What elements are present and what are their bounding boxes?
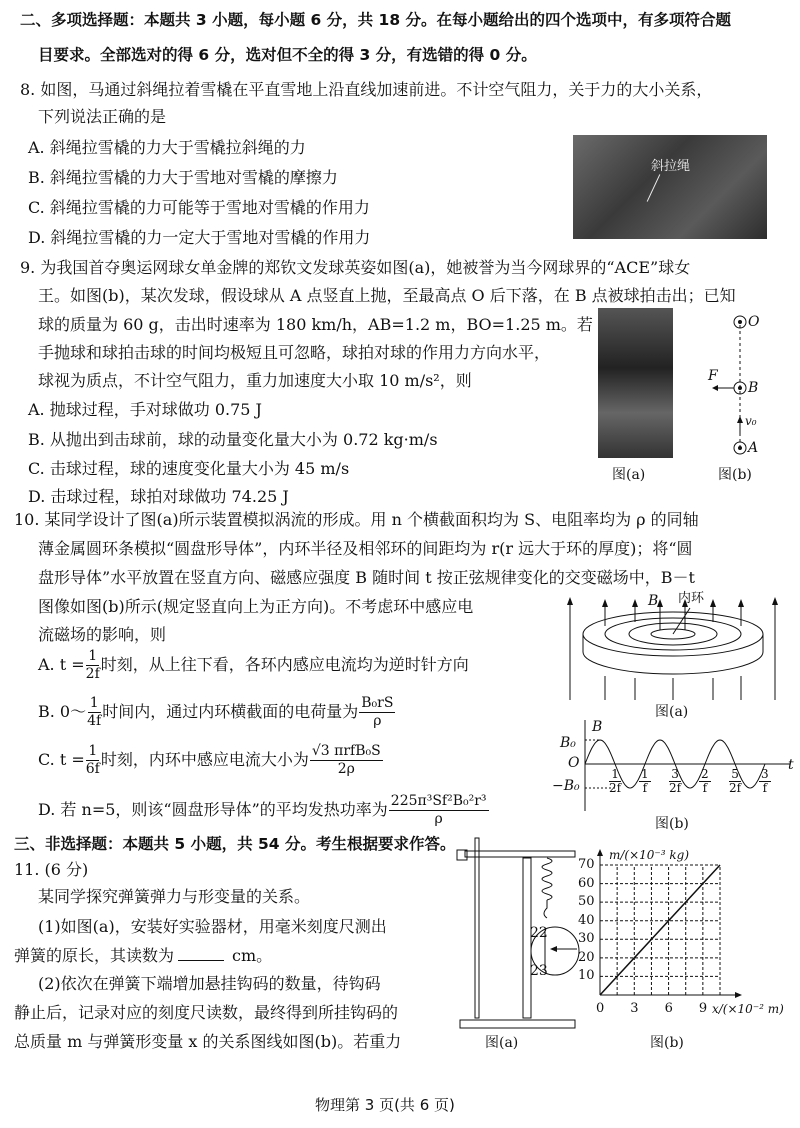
bt-tick-label: $\frac{3}{f}$ [761,767,769,795]
horse-sled-photo [573,135,767,239]
q11-line-3: (2)依次在弹簧下端增加悬挂钩码的数量，待钩码 [38,974,381,993]
opt-text: A. t = [38,655,85,674]
blank-suffix: cm。 [232,946,273,965]
opt-text: 时刻，内环中感应电流大小为 [100,750,309,769]
bt-tick-label: $\frac{5}{2f}$ [729,767,742,795]
q10-fig-a-caption: 图(a) [655,704,689,720]
q10-bt-graph [555,718,795,813]
y-tick-label: 70 [578,857,595,872]
frac-den: ρ [434,811,443,827]
q11-line-2: (1)如图(a)，安装好实验器材，用毫米刻度尺测出 [38,917,387,936]
q9-stem-4: 手抛球和球拍击球的时间均极短且可忽略，球拍对球的作用力方向水平， [38,343,551,362]
q8-stem: 8. 如图，马通过斜绳拉着雪橇在平直雪地上沿直线加速前进。不计空气阻力，关于力的大小关系， [20,80,713,99]
section2-heading-cont: 目要求。全部选对的得 6 分，选对但不全的得 3 分，有选错的得 0 分。 [38,46,537,64]
tennis-photo [598,308,673,458]
spring-apparatus-diagram [455,836,580,1031]
x-tick-label: 0 [596,1001,605,1016]
frac-num: 1 [88,743,98,759]
q9-fig-b-caption: 图(b) [718,467,752,483]
opt-text: D. 若 n=5，则该“圆盘形导体”的平均发热功率为 [38,800,388,819]
q11-line-4: 静止后，记录对应的刻度尺读数，最终得到所挂钩码的 [14,1003,399,1022]
force-f-label: F [708,368,718,384]
point-b-label: B [748,380,759,396]
page-footer: 物理第 3 页(共 6 页) [315,1096,455,1114]
q8-option-a: A. 斜绳拉雪橇的力大于雪橇拉斜绳的力 [28,138,306,157]
q9-stem-1: 9. 为我国首夺奥运网球女单金牌的郑钦文发球英姿如图(a)，她被誉为当今网球界的“ACE”球女 [20,258,691,277]
y-tick-label: 30 [578,931,595,947]
q10-option-d [38,790,490,830]
q8-stem-cont: 下列说法正确的是 [38,107,167,126]
point-o-label: O [748,314,760,330]
origin-label: O [568,755,580,771]
x-tick-label: 9 [698,1001,708,1016]
blank-prefix: 弹簧的原长，其读数为 [14,946,175,965]
q11-line-1: 某同学探究弹簧弹力与形变量的关系。 [38,887,311,906]
bt-tick-label: $\frac{3}{2f}$ [669,767,682,795]
frac-den: ρ [373,713,382,729]
q9-option-d: D. 击球过程，球拍对球做功 74.25 J [28,487,289,506]
opt-text: C. t = [38,750,85,769]
v0-label: v₀ [745,414,757,428]
mx-x-label: x/(×10⁻² m) [712,1002,784,1016]
frac-num: B₀rS [361,695,394,711]
y-tick-label: 10 [578,968,595,984]
q11-fig-b-caption: 图(b) [650,1035,684,1051]
q9-option-a: A. 抛球过程，手对球做功 0.75 J [28,400,262,419]
bt-tick-label: $\frac{2}{f}$ [701,767,709,795]
opt-text: 时刻，从上往下看，各环内感应电流均为逆时针方向 [100,655,469,674]
y-arrow [597,849,603,856]
q10-stem-5: 流磁场的影响，则 [38,625,167,644]
q11-line-5: 总质量 m 与弹簧形变量 x 的关系图线如图(b)。若重力 [14,1032,402,1051]
y-tick-label: 40 [578,912,595,928]
q10-ring-diagram [565,592,780,702]
q9-fig-a-caption: 图(a) [612,467,646,483]
bt-y-label: B [592,719,603,735]
mx-y-label: m/(×10⁻³ kg) [609,848,690,862]
q10-fig-b-caption: 图(b) [655,816,689,832]
frac-den: 6f [85,761,100,777]
frac-num: √3 πrfB₀S [311,743,381,759]
q10-stem-4: 图像如图(b)所示(规定竖直向上为正方向)。不考虑环中感应电 [38,597,474,616]
q10-stem-3: 盘形导体”水平放置在竖直方向、磁感应强度 B 随时间 t 按正弦规律变化的交变磁场中，B－t [38,568,695,587]
ruler-tick-23: 23 [530,963,548,979]
q9-ball-diagram [700,310,770,465]
q9-stem-5: 球视为质点，不计空气阻力，重力加速度大小取 10 m/s²，则 [38,371,472,390]
y-tick-label: 20 [578,949,595,965]
rope-label: 斜拉绳 [651,159,691,174]
q11-title: 11. (6 分) [14,860,89,879]
q9-stem-2: 王。如图(b)，某次发球，假设球从 A 点竖直上抛，至最高点 O 后下落，在 B 点被球拍击出；已知 [38,286,736,305]
frac-num: 1 [88,648,98,664]
q10-option-c [38,740,384,780]
answer-blank[interactable] [178,945,224,961]
q10-option-a [38,645,469,685]
neg-b0-label: −B₀ [552,778,580,794]
section2-heading: 二、多项选择题：本题共 3 小题，每小题 6 分，共 18 分。在每小题给出的四个选项中，有多项符合题 [20,11,732,29]
frac-den: 2f [85,666,100,682]
q11-fig-a-caption: 图(a) [485,1035,519,1051]
bt-tick-label: $\frac{1}{f}$ [641,767,649,795]
section3-heading: 三、非选择题：本题共 5 小题，共 54 分。考生根据要求作答。 [14,835,456,853]
q9-option-b: B. 从抛出到击球前，球的动量变化量大小为 0.72 kg·m/s [28,430,438,449]
inner-ring-label: 内环 [678,591,705,606]
y-tick-label: 60 [578,875,595,891]
y-tick-label: 50 [578,894,595,910]
q10-stem-2: 薄金属圆环条模拟“圆盘形导体”，内环半径及相邻环的间距均为 r(r 远大于环的厚度)；将“圆 [38,539,693,558]
bt-tick-label: $\frac{1}{2f}$ [609,767,622,795]
bt-x-label: t [788,757,794,773]
q10-stem-1: 10. 某同学设计了图(a)所示装置模拟涡流的形成。用 n 个横截面积均为 S、电阻率均为 ρ 的同轴 [14,510,699,529]
q8-option-d: D. 斜绳拉雪橇的力一定大于雪地对雪橇的作用力 [28,228,371,247]
opt-text: B. 0～ [38,702,87,721]
q9-option-c: C. 击球过程，球的速度变化量大小为 45 m/s [28,459,350,478]
q8-option-c: C. 斜绳拉雪橇的力可能等于雪地对雪橇的作用力 [28,198,370,217]
q9-stem-3: 球的质量为 60 g，击出时速率为 180 km/h，AB=1.2 m，BO=1.25 m。若 [38,315,593,334]
ruler-tick-22: 22 [530,925,548,941]
point-a-label: A [748,440,759,456]
opt-text: 时间内，通过内环横截面的电荷量为 [102,702,359,721]
b0-label: B₀ [560,735,576,751]
q11-blank-line [14,945,272,966]
x-tick-label: 3 [630,1001,639,1016]
b-field-label: B [648,593,659,609]
q11-mx-graph [575,845,790,1020]
frac-den: 2ρ [337,761,355,777]
x-arrow [735,992,742,998]
frac-den: 4f [87,713,102,729]
q10-option-b [38,692,396,732]
q8-option-b: B. 斜绳拉雪橇的力大于雪地对雪橇的摩擦力 [28,168,338,187]
frac-num: 1 [89,695,99,711]
frac-num: 225π³Sf²B₀²r³ [390,793,487,809]
x-tick-label: 6 [664,1001,673,1016]
mx-data-line [600,865,720,995]
